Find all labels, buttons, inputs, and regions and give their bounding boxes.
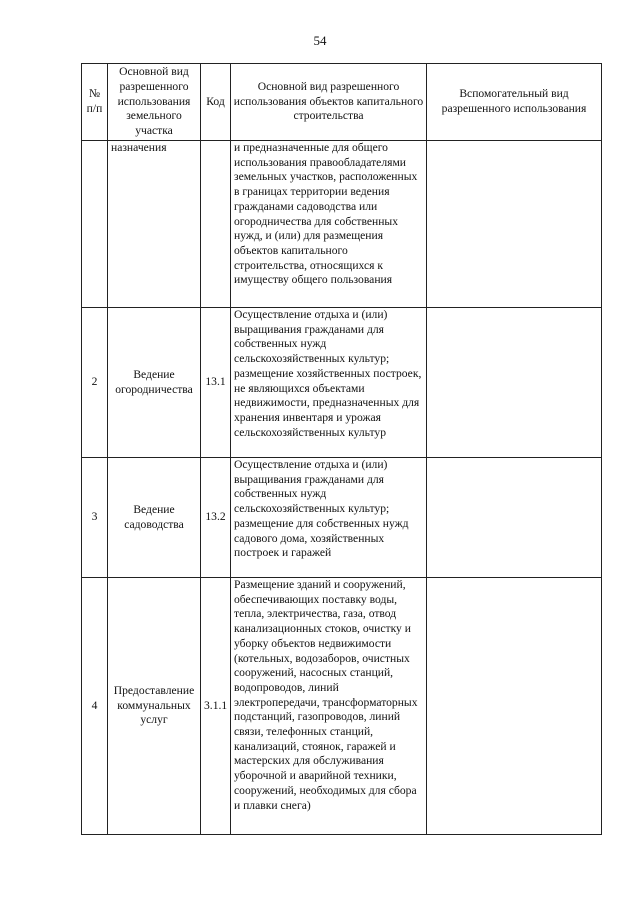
row-aux-use	[427, 578, 602, 835]
table-row	[82, 141, 602, 308]
row-number: 4	[82, 578, 108, 835]
row-number: 2	[82, 308, 108, 458]
row-aux-use	[427, 308, 602, 458]
land-use-table	[81, 63, 602, 835]
table-row	[82, 578, 602, 835]
row-aux-use	[427, 458, 602, 578]
row-code: 13.2	[201, 458, 231, 578]
header-main-use: Основной вид разрешенного использования объектов капитального строительства	[231, 64, 427, 141]
row-aux-use	[427, 141, 602, 308]
row-main-use: и предназначенные для общего использования правообладателями земельных участков, расположенных в границах территории ведения гражданами садоводства или огородничества для собственных нужд, и (или) для размещения объектов капитального строительства, относящихся к имуществу общего пользования	[231, 141, 427, 308]
row-land-use: Предоставление коммунальных услуг	[108, 578, 201, 835]
header-num: № п/п	[82, 64, 108, 141]
row-number	[82, 141, 108, 308]
header-code: Код	[201, 64, 231, 141]
header-land-use: Основной вид разрешенного использования земельного участка	[108, 64, 201, 141]
row-main-use: Осуществление отдыха и (или) выращивания гражданами для собственных нужд сельскохозяйственных культур; размещение хозяйственных построек, не являющихся объектами недвижимости, предназначенных для хранения инвентаря и урожая сельскохозяйственных культур	[231, 308, 427, 458]
row-land-use: Ведение садоводства	[108, 458, 201, 578]
row-main-use: Размещение зданий и сооружений, обеспечивающих поставку воды, тепла, электричества, газа, отвод канализационных стоков, очистку и уборку объектов недвижимости (котельных, водозаборов, очистных сооружений, насосных станций, водопроводов, линий электропередачи, трансформаторных подстанций, газопроводов, линий связи, телефонных станций, канализаций, стоянок, гаражей и мастерских для обслуживания уборочной и аварийной техники, сооружений, необходимых для сбора и плавки снега)	[231, 578, 427, 835]
row-code: 13.1	[201, 308, 231, 458]
row-land-use: назначения	[108, 141, 201, 308]
row-land-use: Ведение огородничества	[108, 308, 201, 458]
row-code: 3.1.1	[201, 578, 231, 835]
table-row	[82, 458, 602, 578]
row-number: 3	[82, 458, 108, 578]
page-number: 54	[313, 33, 327, 48]
row-code	[201, 141, 231, 308]
table-header-row	[82, 64, 602, 141]
row-main-use: Осуществление отдыха и (или) выращивания гражданами для собственных нужд сельскохозяйственных культур; размещение для собственных нужд садового дома, хозяйственных построек и гаражей	[231, 458, 427, 578]
table-row	[82, 308, 602, 458]
header-aux-use: Вспомогательный вид разрешенного использования	[427, 64, 602, 141]
